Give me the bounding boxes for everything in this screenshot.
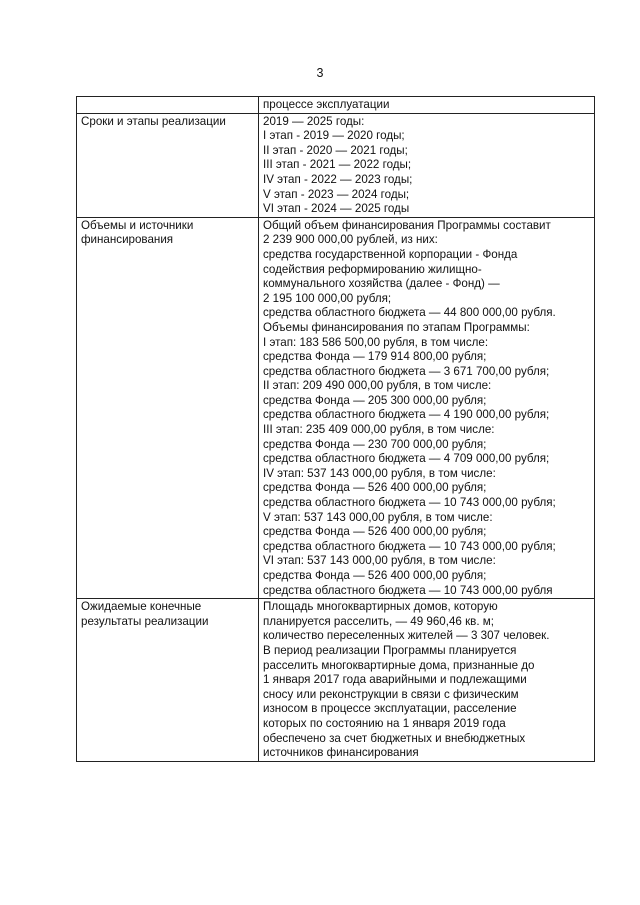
table-row [77,217,595,598]
row-content-line: расселить многоквартирные дома, признанные до [263,658,535,672]
row-content-line: коммунального хозяйства (далее - Фонд) — [263,277,500,291]
row-content-line: средства Фонда — 230 700 000,00 рубля; [263,437,487,451]
row-content-line: Объемы финансирования по этапам Программы: [263,320,530,334]
row-content-line: износом в процессе эксплуатации, расселение [263,702,517,716]
table-row [77,599,595,762]
row-content-line: 1 января 2017 года аварийными и подлежащими [263,673,527,687]
row-content-line: I этап - 2019 — 2020 годы; [263,129,405,143]
row-label-cell [77,599,259,762]
row-content-line: сносу или реконструкции в связи с физическим [263,687,519,701]
row-content-line: которых по состоянию на 1 января 2019 года [263,716,506,730]
row-content-line: средства Фонда — 526 400 000,00 рубля; [263,481,487,495]
table-row [77,97,595,114]
row-content-line: 2 195 100 000,00 рубля; [263,291,392,305]
table-body [77,97,595,762]
row-content-line: средства областного бюджета — 4 709 000,00 рубля; [263,452,550,466]
row-content-line: Общий объем финансирования Программы составит [263,218,551,232]
row-content-line: количество переселенных жителей — 3 307 человек. [263,629,550,643]
row-content-line: средства областного бюджета — 4 190 000,00 рубля; [263,408,550,422]
row-content-line: IV этап: 537 143 000,00 рубля, в том числе: [263,466,496,480]
row-content-line: II этап: 209 490 000,00 рубля, в том числе: [263,379,492,393]
row-content-cell [259,599,595,762]
row-content-line: средства областного бюджета — 3 671 700,00 рубля; [263,364,550,378]
row-content-line: V этап - 2023 — 2024 годы; [263,187,410,201]
row-content-line: Площадь многоквартирных домов, которую [263,600,498,614]
row-content-line: II этап - 2020 — 2021 годы; [263,143,408,157]
row-content-line: средства государственной корпорации - Фонда [263,247,518,261]
row-label-cell [77,217,259,598]
row-content-line: средства Фонда — 526 400 000,00 рубля; [263,569,487,582]
row-label-cell [77,97,259,114]
row-content-line: средства Фонда — 526 400 000,00 рубля; [263,525,487,539]
row-content-line: процессе эксплуатации [263,98,390,111]
row-content-line: III этап - 2021 — 2022 годы; [263,158,412,172]
row-content-line: 2 239 900 000,00 рублей, из них: [263,233,438,247]
row-content-line: III этап: 235 409 000,00 рубля, в том числе: [263,423,495,437]
row-content-line: средства областного бюджета — 10 743 000,00 рубля [263,583,553,597]
row-content-line: В период реализации Программы планируется [263,643,517,657]
row-content-line: 2019 — 2025 годы: [263,114,365,128]
row-label-cell [77,113,259,217]
row-content-line: содействия реформированию жилищно- [263,262,482,276]
row-label-line: Сроки и этапы реализации [81,114,226,128]
row-content-line: средства Фонда — 205 300 000,00 рубля; [263,393,487,407]
row-content-line: средства Фонда — 179 914 800,00 рубля; [263,350,487,364]
table-row [77,113,595,217]
row-content-line: VI этап - 2024 — 2025 годы [263,202,410,216]
page-number: 3 [316,66,324,80]
row-content-cell [259,97,595,114]
row-label-line: Объемы и источники [81,218,194,232]
row-content-line: IV этап - 2022 — 2023 годы; [263,172,413,186]
row-content-line: средства областного бюджета — 10 743 000,00 рубля; [263,539,556,553]
row-content-cell [259,217,595,598]
row-content-cell [259,113,595,217]
row-content-line: V этап: 537 143 000,00 рубля, в том числе: [263,510,493,524]
row-content-line: VI этап: 537 143 000,00 рубля, в том числе: [263,554,496,568]
row-content-line: средства областного бюджета — 44 800 000,00 рубля. [263,306,556,320]
row-content-line: планируется расселить, — 49 960,46 кв. м; [263,614,494,628]
row-content-line: источников финансирования [263,746,419,760]
row-label-line: Ожидаемые конечные [81,600,202,614]
row-content-line: I этап: 183 586 500,00 рубля, в том числе: [263,335,489,349]
row-content-line: средства областного бюджета — 10 743 000,00 рубля; [263,496,556,510]
row-content-line: обеспечено за счет бюджетных и внебюджетных [263,731,526,745]
row-label-line: результаты реализации [81,614,209,628]
program-passport-table [76,96,595,762]
row-label-line: финансирования [81,233,174,247]
